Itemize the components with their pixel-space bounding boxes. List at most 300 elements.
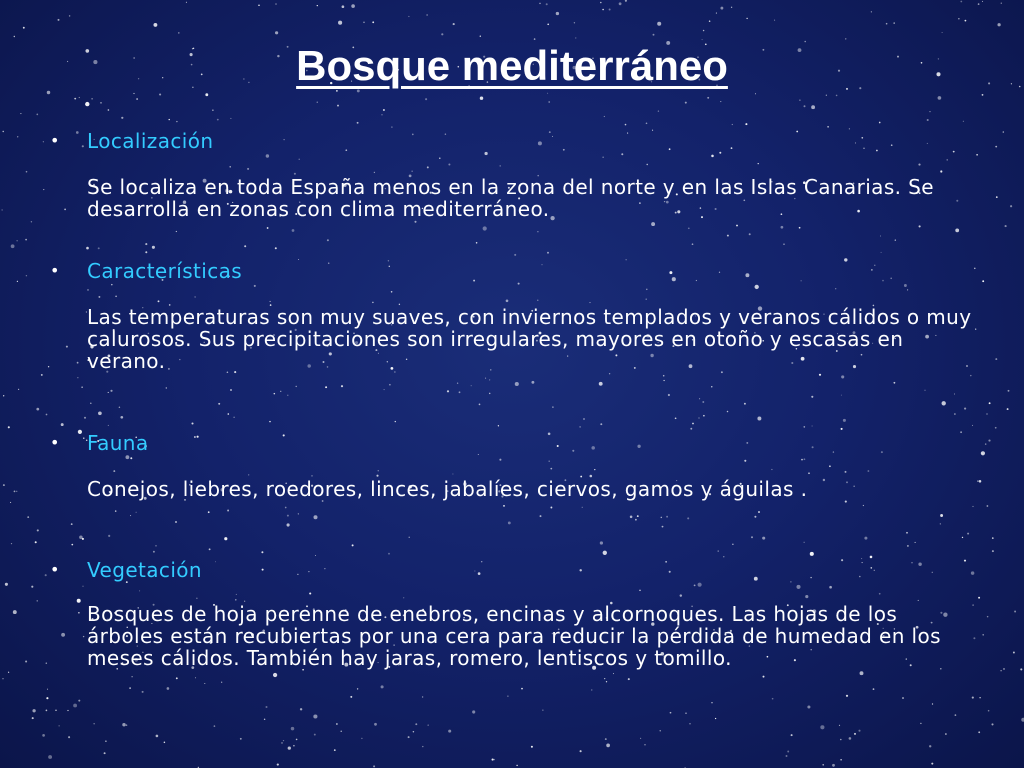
star <box>25 239 27 241</box>
star <box>985 443 986 444</box>
star <box>707 97 709 99</box>
star <box>23 27 25 29</box>
star <box>981 451 985 455</box>
star <box>108 109 110 111</box>
star <box>978 3 980 5</box>
star <box>929 745 931 747</box>
star <box>2 131 3 132</box>
section-heading-fauna: Fauna <box>87 431 149 455</box>
star <box>45 574 47 576</box>
star <box>600 541 603 544</box>
star <box>955 229 959 233</box>
star <box>176 231 177 232</box>
star <box>61 423 64 426</box>
star <box>357 122 359 124</box>
star <box>670 712 672 714</box>
star <box>489 393 491 395</box>
star <box>552 406 554 408</box>
star <box>317 102 318 103</box>
star <box>110 390 112 392</box>
star <box>498 425 499 426</box>
star <box>293 745 295 747</box>
star <box>5 583 8 586</box>
star <box>14 491 16 493</box>
star <box>186 2 187 3</box>
star <box>812 425 813 426</box>
star <box>982 94 984 96</box>
star <box>606 744 610 748</box>
star <box>516 765 517 766</box>
star <box>556 12 559 15</box>
star <box>105 740 107 742</box>
star <box>727 235 729 237</box>
star <box>178 32 180 34</box>
section-caracteristicas <box>50 258 980 378</box>
star <box>515 382 519 386</box>
star <box>531 381 534 384</box>
star <box>787 751 789 753</box>
star <box>687 517 689 519</box>
star <box>372 21 374 23</box>
star <box>13 610 17 614</box>
star <box>459 391 461 393</box>
star <box>932 703 933 704</box>
star <box>907 545 909 547</box>
star <box>337 105 339 107</box>
section-text-caracteristicas: Las temperaturas son muy suaves, con inviernos templados y veranos cálidos o muy calurosos. Sus precipitaciones son irregulares, mayores en otoño y escasas en verano. <box>87 305 972 373</box>
star <box>799 99 801 101</box>
star <box>457 383 458 384</box>
star <box>1001 3 1002 4</box>
star <box>989 402 991 404</box>
star <box>46 662 47 663</box>
star <box>1003 668 1004 669</box>
star <box>732 124 733 125</box>
star <box>17 240 18 241</box>
bullet-icon: • <box>50 433 60 452</box>
star <box>964 408 966 410</box>
star <box>666 516 668 518</box>
star <box>16 491 17 492</box>
star <box>31 586 33 588</box>
star <box>963 121 964 122</box>
star <box>786 755 788 757</box>
star <box>689 723 690 724</box>
star <box>352 544 354 546</box>
star <box>191 422 193 424</box>
star <box>915 542 916 543</box>
star <box>685 102 687 104</box>
section-vegetacion <box>50 557 980 697</box>
star <box>580 750 582 752</box>
star <box>895 239 896 240</box>
star <box>762 537 765 540</box>
star <box>662 526 664 528</box>
star <box>108 425 109 426</box>
star <box>218 403 220 405</box>
star <box>121 117 123 119</box>
section-heading-localizacion: Localización <box>87 129 214 153</box>
star <box>275 247 277 249</box>
slide-title: Bosque mediterráneo <box>296 42 728 89</box>
star <box>791 734 793 736</box>
star <box>703 30 705 32</box>
star <box>300 708 302 710</box>
star <box>967 533 969 535</box>
star <box>931 763 933 765</box>
star <box>35 541 37 543</box>
star <box>287 523 290 526</box>
star <box>441 33 443 35</box>
star <box>104 752 106 754</box>
star <box>893 382 895 384</box>
star <box>287 515 289 517</box>
star <box>11 543 12 544</box>
section-heading-vegetacion: Vegetación <box>87 558 202 582</box>
star <box>265 706 267 708</box>
star <box>839 725 840 726</box>
star <box>880 236 881 237</box>
star <box>244 245 246 247</box>
star <box>288 746 291 749</box>
star <box>67 710 68 711</box>
star <box>845 38 846 39</box>
star <box>79 97 80 98</box>
star <box>531 746 533 748</box>
star <box>71 523 73 525</box>
star <box>811 105 815 109</box>
star <box>296 739 298 741</box>
star <box>732 544 733 545</box>
section-text-localizacion: Se localiza en toda España menos en la zona del norte y en las Islas Canarias. Se desarrolla en zonas con clima mediterráneo. <box>87 175 934 221</box>
star <box>73 704 77 708</box>
star <box>136 98 138 100</box>
star <box>871 11 872 12</box>
star <box>540 515 542 517</box>
star <box>408 16 409 17</box>
star <box>41 374 43 376</box>
section-localizacion <box>50 128 980 228</box>
star <box>86 247 89 250</box>
star <box>84 417 86 419</box>
star <box>658 110 659 111</box>
star <box>982 1 983 2</box>
star <box>603 551 607 555</box>
star <box>240 738 242 740</box>
star <box>26 171 28 173</box>
star <box>997 23 1000 26</box>
star <box>261 551 263 553</box>
star <box>292 229 295 232</box>
star <box>489 379 490 380</box>
star <box>314 515 318 519</box>
star <box>879 122 881 124</box>
star <box>82 538 84 540</box>
star <box>108 535 110 537</box>
star <box>574 22 575 23</box>
star <box>208 511 210 513</box>
star <box>820 725 824 729</box>
section-fauna <box>50 430 980 510</box>
star <box>675 417 677 419</box>
star <box>427 724 429 726</box>
star <box>803 426 805 428</box>
star <box>37 600 38 601</box>
star <box>604 116 605 117</box>
star <box>745 123 747 125</box>
star <box>927 119 929 121</box>
star <box>774 20 775 21</box>
star <box>640 738 641 739</box>
star <box>965 20 967 22</box>
star <box>71 544 73 546</box>
star <box>122 723 125 726</box>
star <box>836 95 838 97</box>
star <box>227 413 229 415</box>
star <box>547 93 548 94</box>
star <box>886 23 888 25</box>
section-text-vegetacion: Bosques de hoja perenne de enebros, encinas y alcornoques. Las hojas de los árboles están recubiertas por una cera para reducir la pérdida de humedad en los meses cálidos. También hay jaras, romero, lentiscos y tomillo. <box>87 602 941 670</box>
star <box>295 386 296 387</box>
star <box>711 702 712 703</box>
star <box>992 550 994 552</box>
star <box>11 244 15 248</box>
star <box>17 136 18 137</box>
star <box>537 231 538 232</box>
star <box>334 749 336 751</box>
star <box>153 551 155 553</box>
star <box>811 396 813 398</box>
star <box>217 119 219 121</box>
star <box>772 698 774 700</box>
star <box>425 98 427 100</box>
star <box>8 672 9 673</box>
star <box>685 713 686 714</box>
star <box>599 382 603 386</box>
star <box>663 380 664 381</box>
star <box>426 14 427 15</box>
star <box>924 390 925 391</box>
star <box>744 403 746 405</box>
bullet-icon: • <box>50 560 60 579</box>
star <box>982 280 984 282</box>
star <box>1000 670 1001 671</box>
star <box>57 19 59 21</box>
star <box>893 22 895 24</box>
star <box>988 440 990 442</box>
star <box>625 0 627 2</box>
star <box>605 738 607 740</box>
star <box>854 733 856 735</box>
star <box>17 281 18 282</box>
star <box>783 243 784 244</box>
star <box>258 5 260 7</box>
star <box>325 386 327 388</box>
star <box>955 714 957 716</box>
bullet-icon: • <box>50 261 60 280</box>
star <box>120 416 123 419</box>
star <box>81 387 82 388</box>
star <box>995 358 997 360</box>
star <box>381 114 382 115</box>
star <box>711 386 712 387</box>
star <box>991 723 993 725</box>
star <box>85 102 89 106</box>
star <box>317 5 318 6</box>
star <box>389 384 391 386</box>
star <box>32 709 35 712</box>
star <box>447 390 449 392</box>
star <box>508 521 511 524</box>
star <box>336 723 338 725</box>
star <box>313 714 317 718</box>
star <box>277 764 279 766</box>
star <box>342 5 345 8</box>
star <box>692 243 694 245</box>
star <box>43 141 44 142</box>
star <box>314 734 316 736</box>
star <box>698 417 699 418</box>
star <box>126 724 128 726</box>
star <box>804 105 806 107</box>
star <box>822 764 824 766</box>
star <box>1013 652 1015 654</box>
star <box>849 737 852 740</box>
star <box>661 517 663 519</box>
star <box>108 392 109 393</box>
star <box>156 735 159 738</box>
star <box>881 252 882 253</box>
star <box>715 718 716 719</box>
star <box>119 406 121 408</box>
star <box>902 697 904 699</box>
star <box>341 385 343 387</box>
star <box>583 418 585 420</box>
star <box>14 36 15 37</box>
star <box>176 121 177 122</box>
star <box>703 415 705 417</box>
star <box>600 2 602 4</box>
star <box>374 723 377 726</box>
star <box>546 3 548 5</box>
star <box>2 209 3 210</box>
star <box>152 246 155 249</box>
star <box>644 744 645 745</box>
star <box>269 421 270 422</box>
star <box>987 616 989 618</box>
star <box>982 453 983 454</box>
star <box>858 730 860 732</box>
star <box>1020 668 1022 670</box>
star <box>298 513 299 514</box>
star <box>136 512 137 513</box>
star <box>209 548 211 550</box>
star <box>145 251 147 253</box>
star <box>751 536 753 538</box>
star <box>27 516 29 518</box>
star <box>920 723 921 724</box>
star <box>660 730 661 731</box>
star <box>47 91 50 94</box>
star <box>133 93 134 94</box>
star <box>415 723 417 725</box>
star <box>315 555 316 556</box>
star <box>575 37 576 38</box>
star <box>46 710 48 712</box>
star <box>653 34 655 36</box>
star <box>471 385 472 386</box>
star <box>46 697 48 699</box>
star <box>548 101 550 103</box>
star <box>130 515 131 516</box>
star <box>36 114 38 116</box>
star <box>32 717 34 719</box>
star <box>2 678 3 679</box>
star <box>59 725 60 726</box>
star <box>395 421 396 422</box>
star <box>958 18 959 19</box>
star <box>962 537 963 538</box>
star <box>479 404 481 406</box>
star <box>230 389 232 391</box>
star <box>159 93 161 95</box>
star <box>843 419 846 422</box>
star <box>609 9 611 11</box>
star <box>1010 205 1012 207</box>
star <box>25 660 27 662</box>
star <box>422 746 423 747</box>
star <box>153 23 157 27</box>
star <box>1003 131 1005 133</box>
bullet-icon: • <box>50 131 60 150</box>
star <box>635 519 637 521</box>
star <box>864 537 867 540</box>
star <box>996 196 998 198</box>
star <box>992 537 994 539</box>
star <box>841 395 842 396</box>
star <box>702 401 704 403</box>
star <box>539 3 541 5</box>
star <box>43 189 44 190</box>
star <box>749 233 751 235</box>
star <box>807 705 810 708</box>
star <box>692 423 694 425</box>
star <box>699 398 700 399</box>
star <box>1007 408 1009 410</box>
star <box>338 21 342 25</box>
star <box>74 98 76 100</box>
star <box>264 719 265 720</box>
star <box>98 411 102 415</box>
star <box>702 39 703 40</box>
star <box>668 394 670 396</box>
star <box>755 93 756 94</box>
star <box>720 101 721 102</box>
star <box>383 109 385 111</box>
star <box>68 736 70 738</box>
star <box>938 96 942 100</box>
star <box>384 389 385 390</box>
star <box>31 221 32 222</box>
star <box>810 552 814 556</box>
star <box>988 710 990 712</box>
star <box>731 7 732 8</box>
star <box>579 426 581 428</box>
star <box>476 242 478 244</box>
star <box>78 700 80 702</box>
star <box>205 93 208 96</box>
star <box>373 765 375 767</box>
